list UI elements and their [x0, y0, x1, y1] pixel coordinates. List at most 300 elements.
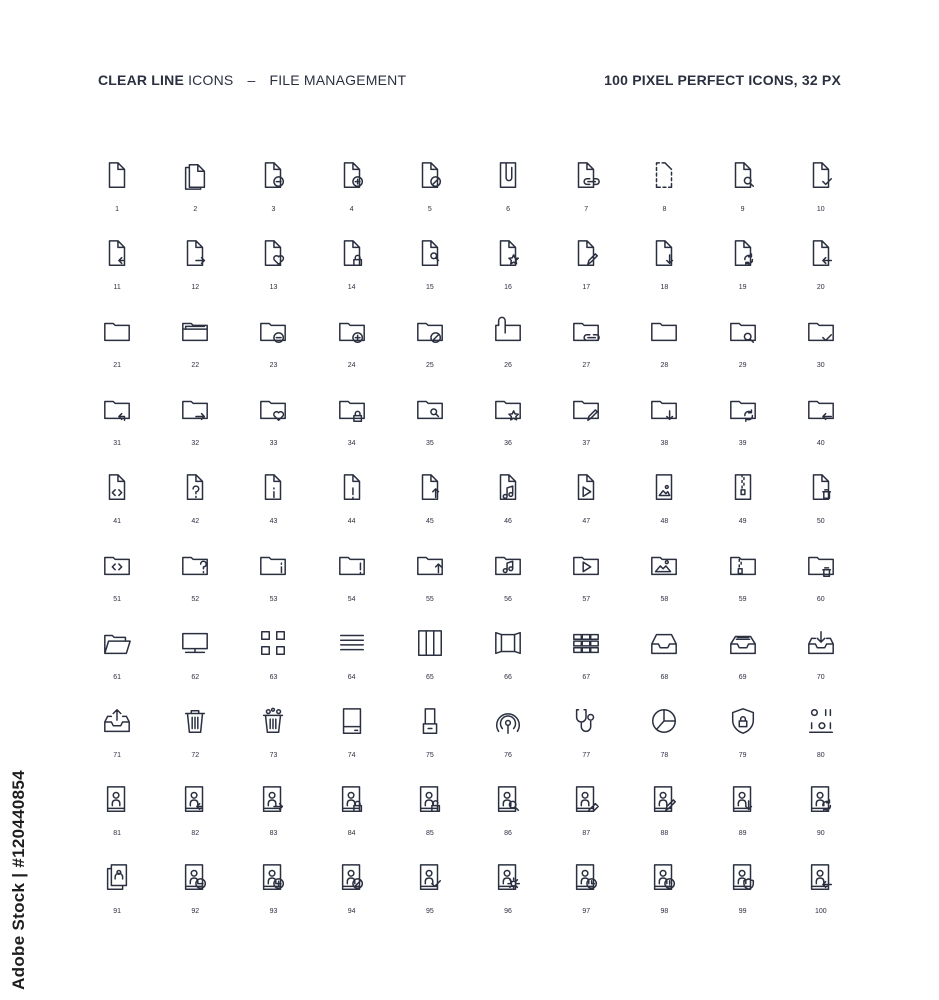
icon-cell: [704, 314, 782, 392]
outbox-upload-icon: [102, 706, 132, 736]
file-trash-icon: [806, 472, 836, 502]
icon-number: 100: [814, 908, 827, 915]
icon-cell: [156, 314, 234, 392]
icon-number: 15: [425, 284, 434, 291]
icon-number: 36: [504, 440, 512, 447]
icon-cell: [78, 236, 156, 314]
icon-number: 99: [738, 908, 747, 915]
file-video-icon: [571, 472, 601, 502]
icon-cell: [234, 236, 312, 314]
icon-cell: [547, 782, 625, 860]
icon-cell: [234, 548, 312, 626]
file-dashed-icon: [649, 160, 679, 190]
icon-number: 80: [816, 752, 825, 759]
icon-number: 4: [349, 206, 354, 213]
icon-number: 82: [191, 830, 200, 837]
file-image-icon: [649, 472, 679, 502]
icon-cell: [782, 782, 860, 860]
icon-number: 16: [504, 284, 512, 291]
icon-cell: [313, 860, 391, 938]
icon-number: 55: [425, 596, 434, 603]
icon-cell: [234, 704, 312, 782]
folder-video-icon: [571, 550, 601, 580]
icon-cell: [78, 704, 156, 782]
icon-number: 74: [347, 752, 356, 759]
icon-cell: [391, 704, 469, 782]
icon-cell: [704, 392, 782, 470]
contact-file-import-icon: [806, 862, 836, 892]
folder-star-icon: [493, 394, 523, 424]
icon-cell: [78, 626, 156, 704]
icon-number: 34: [347, 440, 356, 447]
icon-number: 78: [660, 752, 669, 759]
icon-number: 59: [738, 596, 747, 603]
folder-question-icon: [180, 550, 210, 580]
icon-cell: [704, 860, 782, 938]
icon-number: 30: [816, 362, 825, 369]
folder-plus-icon: [337, 316, 367, 346]
icon-cell: [704, 158, 782, 236]
icon-number: 70: [816, 674, 825, 681]
icon-cell: [625, 626, 703, 704]
icon-cell: [782, 860, 860, 938]
folder-trash-icon: [806, 550, 836, 580]
icon-number: 18: [660, 284, 669, 291]
file-question-icon: [180, 472, 210, 502]
icon-number: 95: [425, 908, 434, 915]
icon-number: 52: [191, 596, 200, 603]
icon-number: 40: [816, 440, 825, 447]
trash-full-icon: [258, 706, 288, 736]
brand-name: CLEAR LINE: [98, 72, 184, 88]
file-import-icon: [806, 238, 836, 268]
folder-upload-icon: [415, 550, 445, 580]
file-minus-icon: [258, 160, 288, 190]
columns-view-icon: [415, 628, 445, 658]
icon-number: 93: [269, 908, 278, 915]
icon-number: 77: [582, 752, 591, 759]
icon-cell: [234, 782, 312, 860]
icon-number: 7: [584, 206, 589, 213]
folder-link-icon: [571, 316, 601, 346]
icon-number: 26: [504, 362, 512, 369]
contact-file-shield-icon: [728, 862, 758, 892]
icon-number: 2: [193, 206, 198, 213]
icon-number: 51: [113, 596, 121, 603]
icon-number: 11: [113, 284, 121, 291]
icon-cell: [704, 236, 782, 314]
icon-number: 37: [582, 440, 591, 447]
icon-cell: [313, 626, 391, 704]
icon-cell: [469, 704, 547, 782]
icon-number: 94: [347, 908, 356, 915]
icon-number: 19: [738, 284, 747, 291]
icon-number: 56: [504, 596, 512, 603]
icon-cell: [782, 626, 860, 704]
icon-number: 43: [269, 518, 278, 525]
icon-number: 72: [191, 752, 200, 759]
trash-icon: [180, 706, 210, 736]
collection-subject: FILE MANAGEMENT: [269, 72, 407, 88]
icon-number: 6: [506, 206, 510, 213]
folder-sync-icon: [728, 394, 758, 424]
icon-cell: [782, 158, 860, 236]
icon-number: 71: [113, 752, 121, 759]
icon-number: 48: [660, 518, 669, 525]
folder-info-icon: [258, 550, 288, 580]
icon-cell: [391, 626, 469, 704]
icon-number: 12: [191, 284, 200, 291]
icon-cell: [625, 548, 703, 626]
icon-number: 85: [425, 830, 434, 837]
contact-file-edit-icon: [649, 784, 679, 814]
icon-number: 68: [660, 674, 669, 681]
file-sync-icon: [728, 238, 758, 268]
folder-zoom-icon: [415, 394, 445, 424]
icon-cell: [547, 314, 625, 392]
file-star-icon: [493, 238, 523, 268]
icon-number: 53: [269, 596, 278, 603]
icon-number: 8: [662, 206, 667, 213]
icon-cell: [469, 314, 547, 392]
icon-number: 47: [582, 518, 591, 525]
icon-number: 13: [269, 284, 278, 291]
folder-heart-icon: [258, 394, 288, 424]
icon-cell: [391, 470, 469, 548]
broadcast-icon: [493, 706, 523, 736]
icon-cell: [234, 314, 312, 392]
coverflow-view-icon: [493, 628, 523, 658]
icon-cell: [704, 548, 782, 626]
icon-number: 58: [660, 596, 669, 603]
icon-number: 76: [504, 752, 512, 759]
file-search-icon: [728, 160, 758, 190]
icon-cell: [547, 860, 625, 938]
contact-file-plus-icon: [258, 862, 288, 892]
icon-cell: [313, 704, 391, 782]
title-separator: –: [247, 72, 256, 88]
icon-cell: [234, 470, 312, 548]
files-icon: [180, 160, 210, 190]
folder-export-icon: [180, 394, 210, 424]
folder-edit-icon: [571, 394, 601, 424]
icon-cell: [625, 704, 703, 782]
icon-number: 14: [347, 284, 356, 291]
icon-cell: [547, 704, 625, 782]
icon-cell: [313, 782, 391, 860]
sheet-title: [98, 72, 406, 88]
pie-chart-icon: [649, 706, 679, 736]
file-zip-icon: [728, 472, 758, 502]
icon-cell: [782, 548, 860, 626]
icon-number: 29: [738, 362, 747, 369]
file-check-icon: [806, 160, 836, 190]
icon-cell: [469, 626, 547, 704]
icon-cell: [313, 470, 391, 548]
file-upload-icon: [415, 472, 445, 502]
icon-number: 21: [113, 362, 121, 369]
icon-number: 65: [425, 674, 434, 681]
icon-cell: [547, 158, 625, 236]
folder-plain-icon: [649, 316, 679, 346]
icon-cell: [156, 392, 234, 470]
icon-number: 61: [113, 674, 121, 681]
icon-number: 38: [660, 440, 669, 447]
list-view-icon: [337, 628, 367, 658]
folder-code-icon: [102, 550, 132, 580]
file-heart-icon: [258, 238, 288, 268]
icon-number: 91: [113, 908, 121, 915]
icon-cell: [469, 782, 547, 860]
icon-cell: [78, 392, 156, 470]
file-download-icon: [649, 238, 679, 268]
icon-cell: [547, 626, 625, 704]
sheet-header: [98, 71, 841, 89]
icon-number: 32: [191, 440, 200, 447]
folder-check-icon: [806, 316, 836, 346]
icon-number: 60: [816, 596, 825, 603]
contact-file-sync-icon: [806, 784, 836, 814]
file-alert-icon: [337, 472, 367, 502]
icon-cell: [391, 548, 469, 626]
contact-file-settings-icon: [493, 862, 523, 892]
icon-number: 63: [269, 674, 278, 681]
file-info-icon: [258, 472, 288, 502]
icon-number: 41: [113, 518, 121, 525]
icon-number: 35: [425, 440, 434, 447]
icon-cell: [625, 860, 703, 938]
icon-cell: [156, 782, 234, 860]
icon-cell: [156, 626, 234, 704]
icon-cell: [156, 470, 234, 548]
icon-cell: [78, 470, 156, 548]
icon-cell: [78, 782, 156, 860]
icon-cell: [313, 158, 391, 236]
icon-cell: [704, 704, 782, 782]
icon-size: 32 PX: [801, 72, 841, 88]
icon-cell: [704, 782, 782, 860]
contact-file-lock-icon: [337, 784, 367, 814]
icon-number: 66: [504, 674, 512, 681]
icon-number: 79: [738, 752, 747, 759]
folder-blocked-icon: [415, 316, 445, 346]
icon-number: 86: [504, 830, 512, 837]
icon-number: 75: [425, 752, 434, 759]
icon-number: 44: [347, 518, 356, 525]
binary-data-icon: [806, 706, 836, 736]
shield-lock-icon: [728, 706, 758, 736]
icon-cell: [391, 860, 469, 938]
file-icon: [102, 160, 132, 190]
folder-network-icon: [180, 628, 210, 658]
icon-number: 87: [582, 830, 591, 837]
file-blocked-icon: [415, 160, 445, 190]
icon-cell: [547, 392, 625, 470]
file-link-icon: [571, 160, 601, 190]
file-lock-icon: [337, 238, 367, 268]
icon-number: 49: [738, 518, 747, 525]
icon-number: 62: [191, 674, 200, 681]
icon-cell: [313, 548, 391, 626]
icon-cell: [78, 548, 156, 626]
icon-cell: [782, 236, 860, 314]
icon-cell: [391, 392, 469, 470]
thumbnail-view-icon: [571, 628, 601, 658]
icon-cell: [782, 704, 860, 782]
icon-cell: [469, 236, 547, 314]
icon-number: 67: [582, 674, 591, 681]
icon-cell: [391, 314, 469, 392]
icon-cell: [625, 392, 703, 470]
icon-cell: [391, 158, 469, 236]
icon-grid: [78, 158, 860, 938]
icon-number: 24: [347, 362, 356, 369]
icon-number: 28: [660, 362, 669, 369]
icon-cell: [78, 158, 156, 236]
icon-number: 89: [738, 830, 747, 837]
icon-number: 57: [582, 596, 591, 603]
contact-file-blocked-icon: [337, 862, 367, 892]
contact-file-export-icon: [258, 784, 288, 814]
contact-file-check-icon: [415, 862, 445, 892]
icon-number: 64: [347, 674, 356, 681]
file-code-icon: [102, 472, 132, 502]
icon-number: 20: [816, 284, 825, 291]
contact-file-alert-icon: [649, 862, 679, 892]
icon-number: 17: [582, 284, 591, 291]
icon-number: 92: [191, 908, 200, 915]
icon-cell: [625, 158, 703, 236]
icon-cell: [234, 158, 312, 236]
sheet-spec: [604, 72, 841, 88]
contact-file-undo-icon: [180, 784, 210, 814]
icon-cell: [547, 236, 625, 314]
icon-number: 83: [269, 830, 278, 837]
icon-number: 69: [738, 674, 747, 681]
folder-open-icon: [102, 628, 132, 658]
icon-cell: [782, 314, 860, 392]
icon-cell: [625, 470, 703, 548]
icon-cell: [156, 860, 234, 938]
usb-drive-icon: [415, 706, 445, 736]
icon-cell: [625, 236, 703, 314]
contact-file-icon: [102, 784, 132, 814]
icon-number: 45: [425, 518, 434, 525]
contact-files-icon: [102, 862, 132, 892]
icon-cell: [156, 548, 234, 626]
icon-number: 90: [816, 830, 825, 837]
icon-cell: [469, 158, 547, 236]
inbox-icon: [649, 628, 679, 658]
file-attachment-icon: [493, 160, 523, 190]
folders-icon: [180, 316, 210, 346]
icon-cell: [156, 158, 234, 236]
icon-cell: [625, 314, 703, 392]
icon-cell: [391, 236, 469, 314]
icon-cell: [547, 548, 625, 626]
icon-cell: [625, 782, 703, 860]
icon-number: 31: [113, 440, 121, 447]
inbox-download-icon: [806, 628, 836, 658]
icon-number: 39: [738, 440, 747, 447]
icon-cell: [156, 236, 234, 314]
file-undo-icon: [102, 238, 132, 268]
contact-file-minus-icon: [180, 862, 210, 892]
folder-minus-icon: [258, 316, 288, 346]
icon-cell: [234, 860, 312, 938]
icon-number: 42: [191, 518, 200, 525]
icon-number: 22: [191, 362, 200, 369]
folder-icon: [102, 316, 132, 346]
icon-cell: [782, 470, 860, 548]
icon-cell: [78, 860, 156, 938]
hard-drive-icon: [337, 706, 367, 736]
folder-attachment-icon: [493, 316, 523, 346]
icon-cell: [782, 392, 860, 470]
file-export-icon: [180, 238, 210, 268]
icon-number: 88: [660, 830, 669, 837]
icon-cell: [704, 626, 782, 704]
icon-cell: [547, 470, 625, 548]
icon-number: 96: [504, 908, 512, 915]
icon-cell: [469, 392, 547, 470]
stock-watermark: [6, 764, 32, 996]
grid-view-icon: [258, 628, 288, 658]
folder-zip-icon: [728, 550, 758, 580]
stethoscope-icon: [571, 706, 601, 736]
icon-number: 25: [425, 362, 434, 369]
icon-number: 50: [816, 518, 825, 525]
contact-file-clock-icon: [571, 862, 601, 892]
contact-file-erase-icon: [571, 784, 601, 814]
icon-cell: [234, 626, 312, 704]
file-music-icon: [493, 472, 523, 502]
archive-tray-icon: [728, 628, 758, 658]
icon-cell: [234, 392, 312, 470]
icon-number: 54: [347, 596, 356, 603]
icon-cell: [469, 548, 547, 626]
folder-alert-icon: [337, 550, 367, 580]
icon-cell: [704, 470, 782, 548]
folder-download-icon: [649, 394, 679, 424]
icon-cell: [78, 314, 156, 392]
contact-file-unlock-icon: [415, 784, 445, 814]
contact-file-search-icon: [493, 784, 523, 814]
icon-number: 27: [582, 362, 591, 369]
icon-number: 9: [740, 206, 745, 213]
icon-cell: [313, 392, 391, 470]
icon-cell: [469, 470, 547, 548]
folder-undo-icon: [102, 394, 132, 424]
contact-file-download-icon: [728, 784, 758, 814]
file-plus-icon: [337, 160, 367, 190]
icon-number: 73: [269, 752, 278, 759]
icon-number: 1: [115, 206, 120, 213]
icon-cell: [469, 860, 547, 938]
folder-lock-icon: [337, 394, 367, 424]
icon-cell: [156, 704, 234, 782]
icon-count: 100 PIXEL PERFECT ICONS,: [604, 72, 798, 88]
brand-suffix: ICONS: [188, 72, 234, 88]
icon-number: 5: [427, 206, 432, 213]
icon-number: 3: [271, 206, 276, 213]
icon-number: 84: [347, 830, 356, 837]
icon-number: 46: [504, 518, 512, 525]
file-zoom-icon: [415, 238, 445, 268]
folder-import-icon: [806, 394, 836, 424]
icon-cell: [313, 314, 391, 392]
icon-cell: [313, 236, 391, 314]
